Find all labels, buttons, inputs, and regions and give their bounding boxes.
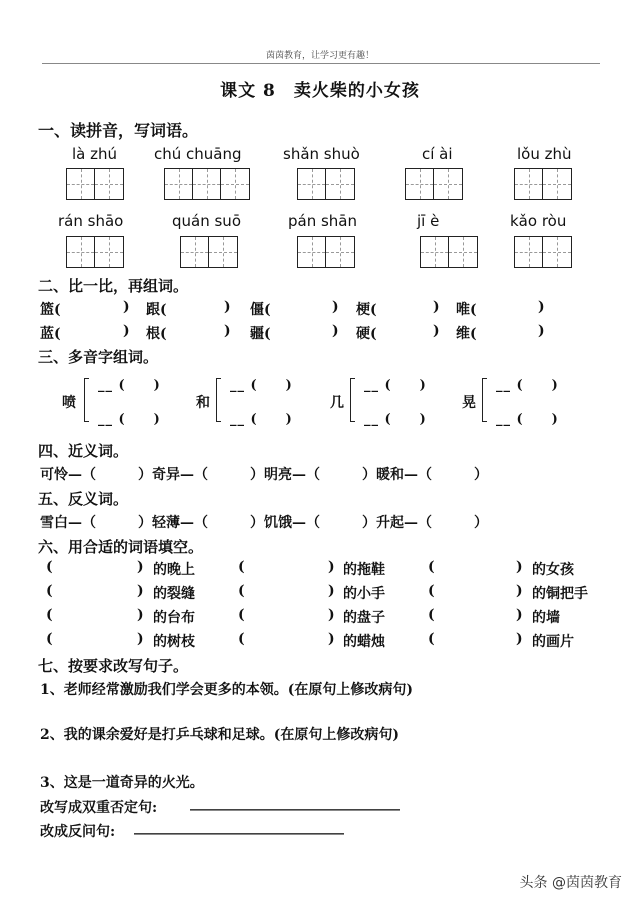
compare-item: 唯( bbox=[456, 302, 477, 318]
section7-heading: 七、按要求改写句子。 bbox=[38, 657, 189, 675]
section6-heading: 六、用合适的词语填空。 bbox=[38, 538, 204, 556]
polyphone-blank: __ ( ) bbox=[98, 412, 161, 427]
polyphone-blank: __ ( ) bbox=[364, 412, 427, 427]
fill-word: 的女孩 bbox=[532, 562, 574, 578]
writing-grid[interactable] bbox=[297, 236, 355, 268]
writing-grid[interactable] bbox=[66, 236, 124, 268]
compare-item: 维( bbox=[456, 326, 477, 342]
antonym-line: 雪白—（ ）轻薄—（ ）饥饿—（ ）升起—（ ） bbox=[40, 515, 488, 531]
polyphone-blank: __ ( ) bbox=[496, 378, 559, 393]
section2-heading: 二、比一比，再组词。 bbox=[38, 277, 189, 295]
compare-item: ) bbox=[538, 323, 545, 339]
fill-word: 的铜把手 bbox=[532, 586, 588, 602]
pinyin-1-5: lǒu zhù bbox=[517, 145, 572, 163]
fill-open: ( bbox=[238, 607, 245, 623]
fill-close: ) bbox=[516, 559, 523, 575]
writing-grid[interactable] bbox=[297, 168, 355, 200]
compare-item: 根( bbox=[146, 326, 167, 342]
polyphone-blank: __ ( ) bbox=[496, 412, 559, 427]
page-title: 课文 8 卖火柴的小女孩 bbox=[220, 81, 420, 101]
fill-close: ) bbox=[328, 631, 335, 647]
polyphone-char: 几 bbox=[330, 395, 344, 411]
polyphone-blank: __ ( ) bbox=[364, 378, 427, 393]
pinyin-2-3: pán shān bbox=[288, 212, 358, 230]
writing-grid[interactable] bbox=[180, 236, 238, 268]
writing-grid[interactable] bbox=[66, 168, 124, 200]
compare-item: 蓝( bbox=[40, 326, 61, 342]
pinyin-2-1: rán shāo bbox=[58, 212, 124, 230]
compare-item: 跟( bbox=[146, 302, 167, 318]
header-divider bbox=[42, 63, 600, 64]
section5-heading: 五、反义词。 bbox=[38, 490, 129, 508]
question-3: 3、这是一道奇异的火光。 bbox=[40, 775, 204, 791]
polyphone-char: 晃 bbox=[462, 395, 476, 411]
section1-heading: 一、读拼音，写词语。 bbox=[38, 121, 199, 140]
polyphone-blank: __ ( ) bbox=[230, 412, 293, 427]
compare-item: ) bbox=[433, 323, 440, 339]
fill-open: ( bbox=[46, 583, 53, 599]
polyphone-char: 和 bbox=[196, 395, 210, 411]
brace-icon bbox=[216, 378, 221, 422]
writing-grid[interactable] bbox=[164, 168, 250, 200]
section3-heading: 三、多音字组词。 bbox=[38, 348, 159, 366]
synonym-line: 可怜—（ ）奇异—（ ）明亮—（ ）暖和—（ ） bbox=[40, 467, 488, 483]
fill-open: ( bbox=[238, 631, 245, 647]
pinyin-1-1: là zhú bbox=[72, 145, 118, 163]
fill-close: ) bbox=[516, 631, 523, 647]
compare-item: 僵( bbox=[250, 302, 271, 318]
writing-grid[interactable] bbox=[514, 236, 572, 268]
fill-word: 的晚上 bbox=[153, 562, 195, 578]
compare-item: ) bbox=[332, 323, 339, 339]
fill-word: 的小手 bbox=[343, 586, 385, 602]
fill-open: ( bbox=[46, 559, 53, 575]
pinyin-1-3: shǎn shuò bbox=[283, 145, 360, 163]
pinyin-2-2: quán suō bbox=[172, 212, 241, 230]
compare-item: ) bbox=[123, 299, 130, 315]
pinyin-1-2: chú chuāng bbox=[154, 145, 242, 163]
compare-item: 梗( bbox=[356, 302, 377, 318]
fill-word: 的台布 bbox=[153, 610, 195, 626]
fill-open: ( bbox=[238, 583, 245, 599]
fill-close: ) bbox=[137, 583, 144, 599]
compare-item: ) bbox=[123, 323, 130, 339]
fill-word: 的蜡烛 bbox=[343, 634, 385, 650]
pinyin-2-5: kǎo ròu bbox=[510, 212, 567, 230]
fill-open: ( bbox=[238, 559, 245, 575]
answer-line[interactable]: ______________________________ bbox=[190, 795, 400, 811]
fill-close: ) bbox=[137, 607, 144, 623]
writing-grid[interactable] bbox=[514, 168, 572, 200]
brace-icon bbox=[482, 378, 487, 422]
fill-close: ) bbox=[328, 559, 335, 575]
fill-close: ) bbox=[328, 583, 335, 599]
fill-word: 的裂缝 bbox=[153, 586, 195, 602]
polyphone-blank: __ ( ) bbox=[98, 378, 161, 393]
header-tagline: 茵茵教育，让学习更有趣！ bbox=[265, 51, 374, 61]
fill-close: ) bbox=[137, 631, 144, 647]
double-negative-label: 改写成双重否定句: bbox=[40, 800, 158, 816]
watermark: 头条 @茵茵教育 bbox=[519, 875, 622, 891]
writing-grid[interactable] bbox=[420, 236, 478, 268]
fill-close: ) bbox=[516, 583, 523, 599]
writing-grid[interactable] bbox=[405, 168, 463, 200]
fill-open: ( bbox=[428, 607, 435, 623]
compare-item: ) bbox=[224, 323, 231, 339]
fill-close: ) bbox=[328, 607, 335, 623]
answer-line[interactable]: ______________________________ bbox=[134, 819, 344, 835]
compare-item: 篮( bbox=[40, 302, 61, 318]
brace-icon bbox=[84, 378, 89, 422]
compare-item: ) bbox=[538, 299, 545, 315]
compare-item: 硬( bbox=[356, 326, 377, 342]
question-1: 1、老师经常激励我们学会更多的本领。(在原句上修改病句) bbox=[40, 682, 413, 698]
rhetorical-label: 改成反问句: bbox=[40, 824, 116, 840]
question-2: 2、我的课余爱好是打乒乓球和足球。(在原句上修改病句) bbox=[40, 727, 399, 743]
brace-icon bbox=[350, 378, 355, 422]
fill-word: 的墙 bbox=[532, 610, 560, 626]
compare-item: ) bbox=[433, 299, 440, 315]
fill-word: 的画片 bbox=[532, 634, 574, 650]
fill-word: 的盘子 bbox=[343, 610, 385, 626]
fill-open: ( bbox=[46, 631, 53, 647]
compare-item: 疆( bbox=[250, 326, 271, 342]
fill-open: ( bbox=[428, 559, 435, 575]
fill-word: 的树枝 bbox=[153, 634, 195, 650]
compare-item: ) bbox=[332, 299, 339, 315]
fill-close: ) bbox=[516, 607, 523, 623]
pinyin-1-4: cí ài bbox=[422, 145, 453, 163]
fill-open: ( bbox=[428, 583, 435, 599]
fill-close: ) bbox=[137, 559, 144, 575]
fill-open: ( bbox=[428, 631, 435, 647]
fill-word: 的拖鞋 bbox=[343, 562, 385, 578]
fill-open: ( bbox=[46, 607, 53, 623]
section4-heading: 四、近义词。 bbox=[38, 442, 129, 460]
polyphone-char: 喷 bbox=[62, 395, 76, 411]
pinyin-2-4: jī è bbox=[417, 212, 440, 230]
compare-item: ) bbox=[224, 299, 231, 315]
polyphone-blank: __ ( ) bbox=[230, 378, 293, 393]
